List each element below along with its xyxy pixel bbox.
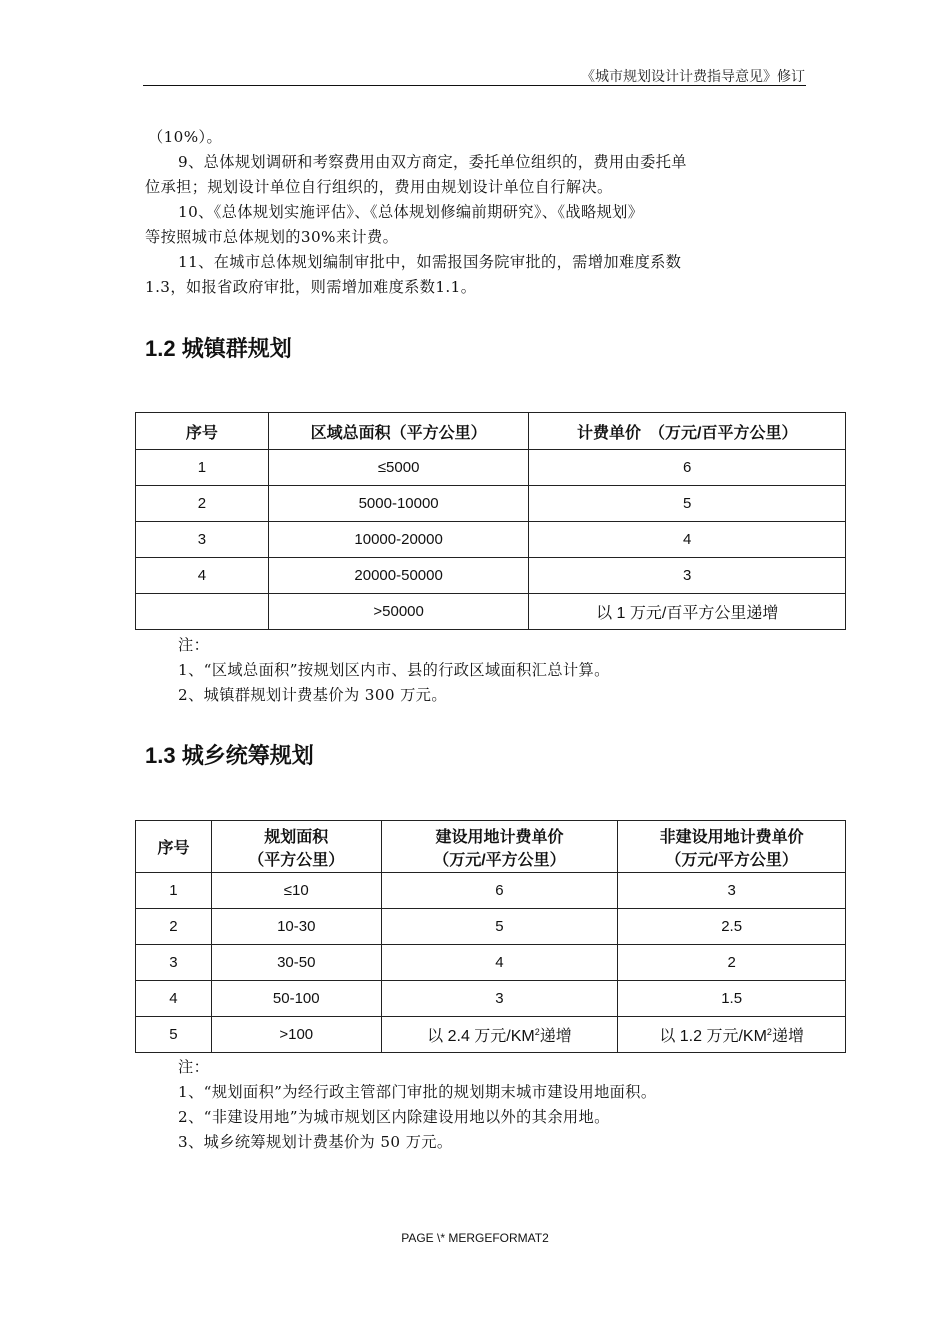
table-row: [136, 909, 846, 945]
col-header-number: 序号: [136, 413, 269, 450]
col-header-area: 区域总面积（平方公里）: [268, 413, 529, 450]
cell-area: ≤10: [211, 873, 381, 909]
table-row: [136, 558, 846, 594]
note-line: 1、“区域总面积”按规划区内市、县的行政区域面积汇总计算。: [178, 661, 610, 679]
table-row: [136, 522, 846, 558]
cell-area: ≤5000: [268, 450, 529, 486]
col-header-nonconstruction-price: 非建设用地计费单价 （万元/平方公里）: [618, 821, 846, 873]
intro-line-7: 1.3，如报省政府审批，则需增加难度系数1.1。: [145, 278, 477, 296]
cell-area: 10-30: [211, 909, 381, 945]
cell-number: 1: [136, 450, 269, 486]
cell-nonconstruction-price: 3: [618, 873, 846, 909]
cell-area: 20000-50000: [268, 558, 529, 594]
page-footer: PAGE \* MERGEFORMAT2: [401, 1231, 549, 1245]
cell-price: 以 1 万元/百平方公里递增: [529, 594, 846, 630]
table-row: [136, 945, 846, 981]
intro-line-5: 等按照城市总体规划的30%来计费。: [145, 228, 399, 246]
cell-area: >100: [211, 1017, 381, 1053]
cell-number: 1: [136, 873, 212, 909]
cell-number: 4: [136, 981, 212, 1017]
urban-cluster-fee-table: [135, 412, 846, 630]
table-header-row: [136, 821, 846, 873]
header-rule: [143, 85, 806, 86]
cell-construction-price: 4: [381, 945, 618, 981]
intro-line-1: （10%）。: [148, 128, 223, 146]
table-row: [136, 1017, 846, 1053]
note-line: 1、“规划面积”为经行政主管部门审批的规划期末城市建设用地面积。: [178, 1083, 657, 1101]
intro-line-2: 9、总体规划调研和考察费用由双方商定，委托单位组织的，费用由委托单: [178, 153, 687, 171]
note-label: 注：: [178, 1058, 210, 1076]
cell-construction-price: 5: [381, 909, 618, 945]
cell-area: 10000-20000: [268, 522, 529, 558]
cell-area: 30-50: [211, 945, 381, 981]
cell-number: 2: [136, 486, 269, 522]
urban-rural-fee-table: [135, 820, 846, 1053]
cell-number: 4: [136, 558, 269, 594]
col-header-plan-area: 规划面积 （平方公里）: [211, 821, 381, 873]
col-header-number: 序号: [136, 821, 212, 873]
note-line: 2、城镇群规划计费基价为 300 万元。: [178, 686, 447, 704]
cell-price: 4: [529, 522, 846, 558]
note-line: 3、城乡统筹规划计费基价为 50 万元。: [178, 1133, 453, 1151]
note-label: 注：: [178, 636, 210, 654]
table-row: [136, 450, 846, 486]
cell-nonconstruction-price: 以 1.2 万元$/KM^2$递增: [618, 1017, 846, 1053]
cell-nonconstruction-price: 2.5: [618, 909, 846, 945]
cell-number: 3: [136, 945, 212, 981]
note-line: 2、“非建设用地”为城市规划区内除建设用地以外的其余用地。: [178, 1108, 610, 1126]
cell-area: 50-100: [211, 981, 381, 1017]
cell-number: 5: [136, 1017, 212, 1053]
cell-construction-price: 以 2.4 万元$/KM^2$递增: [381, 1017, 618, 1053]
cell-price: 5: [529, 486, 846, 522]
intro-line-4: 10、《总体规划实施评估》、《总体规划修编前期研究》、《战略规划》: [178, 203, 644, 221]
cell-construction-price: 6: [381, 873, 618, 909]
cell-area: 5000-10000: [268, 486, 529, 522]
cell-price: 6: [529, 450, 846, 486]
cell-nonconstruction-price: 2: [618, 945, 846, 981]
intro-line-6: 11、在城市总体规划编制审批中，如需报国务院审批的，需增加难度系数: [178, 253, 682, 271]
col-header-construction-price: 建设用地计费单价 （万元/平方公里）: [381, 821, 618, 873]
section-heading-1-2: 1.2 城镇群规划: [145, 336, 292, 361]
intro-line-3: 位承担；规划设计单位自行组织的，费用由规划设计单位自行解决。: [145, 178, 613, 196]
table-header-row: [136, 413, 846, 450]
section-heading-1-3: 1.3 城乡统筹规划: [145, 743, 314, 768]
cell-nonconstruction-price: 1.5: [618, 981, 846, 1017]
table-row: [136, 981, 846, 1017]
table-row: [136, 486, 846, 522]
cell-construction-price: 3: [381, 981, 618, 1017]
table-row: [136, 873, 846, 909]
running-header: 《城市规划设计计费指导意见》修订: [581, 69, 805, 85]
table-row: [136, 594, 846, 630]
cell-number: 2: [136, 909, 212, 945]
cell-price: 3: [529, 558, 846, 594]
cell-number: [136, 594, 269, 630]
cell-area: >50000: [268, 594, 529, 630]
col-header-unit-price: 计费单价 （万元/百平方公里）: [529, 413, 846, 450]
cell-number: 3: [136, 522, 269, 558]
